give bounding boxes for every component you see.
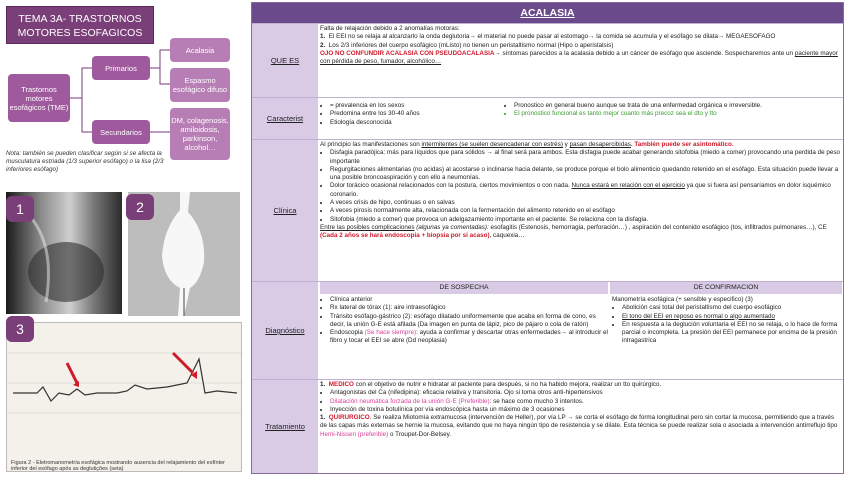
row-label-tratamiento: Tratamiento xyxy=(252,380,318,473)
que-es-intro: Falta de relajación debido a 2 anomalías motoras: xyxy=(320,25,460,32)
table-header: ACALASIA xyxy=(252,3,843,23)
tree-root: Trastornos motores esofágicos (TME) xyxy=(8,74,70,122)
complicaciones: Entre las posibles complicaciones (algunas ya comentadas): esofagitis (Estenosis, hemorragia, perforación…) , aspiración del contenido esofágico (tos, infiltrados pulmonares…), CE (Cada 2 años se hará endoscopia + biopsia por si acaso), caquexia… xyxy=(320,223,827,240)
diag-confirmacion-header: DE CONFIRMACION xyxy=(610,282,842,294)
diag-item: • Endoscopia (Se hace siempre): ayuda a confirmar y descartar otras enfermedades→ al introducir el fibro y tocar el EEI se abre (Dd neoplasia) xyxy=(330,329,608,346)
trat-quirurgico: 1. QUIRURGICO. Se realiza Miotomía extramucosa (intervención de Heller), por vía LP → se corta el esófago de forma longitudinal pero sin cortar la mucosa, permitiendo que a través de las capas más externas se hernie la mucosa, evitando que no haya ningún tipo de resistencia y se dilate. Esta técnica se puede realizar sola o asociada a intervención antirreflujo tipo Hemi-Nissen (preferible) o Troupet-Dor-Belsey. xyxy=(320,414,838,438)
clinica-item: • A veces crisis de hipo, continuas o en salvas xyxy=(330,199,840,207)
image-number-2: 2 xyxy=(126,194,154,220)
tree-secundarios: Secundarios xyxy=(92,120,150,144)
caract-item: • Predomina entre los 30-40 años xyxy=(330,110,490,118)
row-clinica xyxy=(252,139,843,281)
caract-item: • El pronostico funcional es tanto mejor cuanto más precoz sea el dto y tto xyxy=(514,110,840,118)
que-es-item-1: 1. El EEI no se relaja al alcanzarlo la onda deglutoria→ el material no puede pasar al estomago→ la comida se acumula y el esófago se dilata→ MEGAESOFAGO xyxy=(320,33,776,41)
row-que-es xyxy=(252,23,843,97)
tree-acalasia: Acalasia xyxy=(170,38,230,62)
figure-caption: Figura 2 - Eletromanometría esofágica mostrando ausencia del relajamiento del esfínter inferior del esófago após as deglutições (seta) xyxy=(11,460,226,472)
trat-medico: 1. MEDICO con el objetivo de nutrir e hidratar al paciente para después, si no ha habido mejora, realizar un tto quirúrgico. xyxy=(320,381,662,388)
diag-item: • Tránsito esófago-gástrico (2): esófago dilatado uniformemente que acaba en forma de cono, es decir, la unión G-E está afilada (Da imagen en punta de lápiz, pico de pájaro o cola de ratón) xyxy=(330,313,608,330)
manometry-trace xyxy=(7,323,243,453)
tree-espasmo: Espasmo esofágico difuso xyxy=(170,68,230,102)
clinica-item: • Sitofobia (miedo a comer) que provoca un adelgazamiento importante en el paciente. Se relaciona con la disfagia. xyxy=(330,216,840,224)
caract-right xyxy=(504,102,840,119)
image-number-1: 1 xyxy=(6,196,34,222)
diag-item: • En respuesta a la deglución voluntaria el EEI no se relaja, o lo hace de forma parcial o incompleta. La presión del EEI permanece por encima de la presión intragastrica xyxy=(622,321,840,346)
row-label-que-es: QUE ES xyxy=(252,24,318,97)
caract-left xyxy=(320,102,490,127)
trat-item: • Dilatación neumática forzada de la unión G-E (Preferible): se hace como mucho 3 intentos. xyxy=(330,398,840,406)
row-label-caracteristicas: Caracterist xyxy=(252,98,318,139)
diag-item: • El tono del EEI en reposo es normal o algo aumentado xyxy=(622,313,840,321)
row-diagnostico xyxy=(252,281,843,379)
pseudoacalasia-warning: OJO NO CONFUNDIR ACALASIA CON PSEUDOACALASIA→ síntomas parecidos a la acalasia debido a un cáncer de esófago que asciende. Sospecharemos ante un paciente mayor con pérdida de peso, fumador, alcohólico… xyxy=(320,49,838,66)
image-number-3: 3 xyxy=(6,316,34,342)
que-es-content xyxy=(320,25,840,66)
clinica-item: • A veces pirosis normalmente alta, relacionada con la fermentación del alimento retenido en el esófago xyxy=(330,207,840,215)
trat-item: • Inyección de toxina botulínica por vía endoscópica hasta un máximo de 3 ocasiones xyxy=(330,406,840,414)
diag-sospecha-header: DE SOSPECHA xyxy=(320,282,608,294)
row-tratamiento xyxy=(252,379,843,473)
caract-item: • = prevalencia en los sexos xyxy=(330,102,490,110)
clinica-content xyxy=(320,141,840,241)
clinica-item: • Disfagia paradójica: más para líquidos que para sólidos → al final será para ambos. Esta disfagia puede acabar generando sitofobia (miedo a comer) provocando una perdida de peso importante xyxy=(330,149,840,166)
diag-item: • Abolición casi total del peristaltismo del cuerpo esofágico xyxy=(622,304,840,312)
diag-sospecha xyxy=(320,296,608,346)
acalasia-table xyxy=(251,2,844,474)
tree-primarios: Primarios xyxy=(92,56,150,80)
topic-title: TEMA 3A- TRASTORNOS MOTORES ESOFAGICOS xyxy=(6,6,154,44)
row-caracteristicas xyxy=(252,97,843,139)
caract-item: • Pronostico en general bueno aunque se trata de una enfermedad orgánica e irreversible. xyxy=(514,102,840,110)
diag-manometria: Manometría esofágica (+ sensible y especifico) (3) xyxy=(612,296,753,303)
manometry-figure xyxy=(6,322,242,472)
row-label-diagnostico: Diagnóstico xyxy=(252,282,318,379)
que-es-item-2: 2. Los 2/3 inferiores del cuerpo esofágico (mListo) no tienen un peristaltismo normal (Hipo o aperistalsis) xyxy=(320,41,614,49)
diag-confirmacion xyxy=(612,296,840,346)
trat-item: • Antagonistas del Ca (nifedipina): eficacia relativa y transitoria. Ojo si toma otros anti-hipertensivos xyxy=(330,389,840,397)
diag-item: • Clínica anterior xyxy=(330,296,608,304)
clinica-item: • Dolor torácico ocasional relacionados con la postura, ciertos movimientos o con nada. Nunca estará en relación con el ejercicio ya que si fuera así pensaríamos en dolor isquémico coronario. xyxy=(330,182,840,199)
diag-item: • Rx lateral de tórax (1): aire intraesofágico xyxy=(330,304,608,312)
clinica-item: • Regurgitaciones alimentarias (no acidas) al acostarse o inclinarse hacia delante, se produce porque el bolo alimenticio quedando retenido en el esófago. Esta situación puede llevar a una posible broncoaspiración y con ello a neumonías. xyxy=(330,166,840,183)
classification-note: Nota: también se pueden clasificar según si se afecta la musculatura estriada (1/3 superior esófago) o la lisa (2/3 inferiores esófago) xyxy=(6,150,164,173)
tree-secundarias-causas: DM, colagenosis, amiloidosis, parkinson, alcohol… xyxy=(170,108,230,160)
caract-item: • Etiología desconocida xyxy=(330,119,490,127)
tratamiento-content xyxy=(320,381,840,439)
row-label-clinica: Clínica xyxy=(252,140,318,281)
clinica-intro: Al principio las manifestaciones son intermitentes (se suelen desencadenar con estrés) y pasan desapercibidas. También puede ser asintomático. xyxy=(320,141,734,148)
